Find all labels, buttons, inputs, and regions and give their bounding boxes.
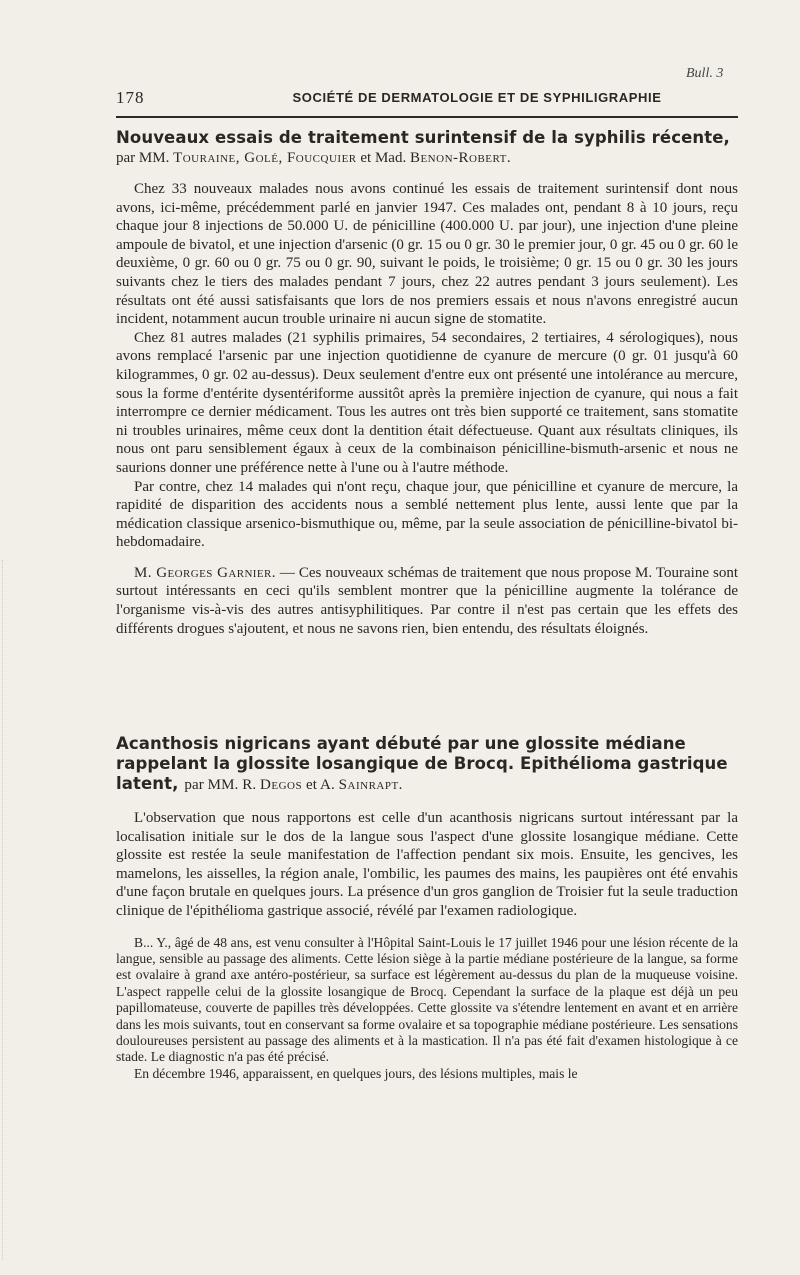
paragraph: Par contre, chez 14 malades qui n'ont reçu, chaque jour, que pénicilline et cyanure de mercure, la rapidité de disparition des accidents nous a semblé nettement plus lente, aussi lente que par la médication classique arsenico-bismuthique ou, même, par la seule association de pénicilline-bivatol bi-hebdomadaire. (116, 478, 738, 551)
case-paragraph: En décembre 1946, apparaissent, en quelques jours, des lésions multiples, mais le (134, 1065, 578, 1081)
article-title-text: Acanthosis nigricans ayant débuté par une glossite médiane rappelant la glossite losangique de Brocq. Epithélioma gastrique latent, (116, 734, 728, 793)
journal-title: SOCIÉTÉ DE DERMATOLOGIE ET DE SYPHILIGRAPHIE (292, 90, 662, 105)
article-title (116, 734, 738, 795)
byline (116, 148, 738, 168)
byline-prefix: par MM. R. (184, 777, 257, 793)
paragraph: Chez 33 nouveaux malades nous avons continué les essais de traitement surintensif dont nous avons, ici-même, précédemment parlé en janvier 1947. Ces malades ont, pendant 8 à 10 jours, reçu chaque jour 8 injections de 50.000 U. de pénicilline (400.000 U. par jour), une injection d'une pleine ampoule de bivatol, et une injection d'arsenic (0 gr. 15 ou 0 gr. 30 le premier jour, 0 gr. 45 ou 0 gr. 60 le deuxième, 0 gr. 60 ou 0 gr. 75 ou 0 gr. 90, suivant le poids, le troisième; 0 gr. 15 ou 0 gr. 30 les jours suivants chez le tiers des malades pendant 7 jours, chez 22 autres pendant 3 jours seulement). Les résultats ont été aussi satisfaisants que lors de nos premiers essais et nous n'avons enregistré aucun incident, notamment aucun trouble urinaire ni aucun signe de stomatite. (116, 181, 738, 328)
byline-author-last: Benon-Robert. (409, 150, 512, 166)
library-stamp: Bull. 3 (686, 66, 724, 81)
byline-mid: et A. (305, 777, 335, 793)
paragraph: L'observation que nous rapportons est celle d'un acanthosis nigricans surtout intéressant par la localisation initiale sur le dos de la langue sous l'aspect d'une glossite losangique médiane. Cette glossite est restée la seule manifestation de l'affection pendant six mois. Ensuite, les gencives, les mamelons, les aisselles, la région anale, l'ombilic, les paumes des mains, les paupières ont été envahis d'une façon brutale en quelques jours. La présence d'un gros ganglion de Troisier fut la seule traduction clinique de l'épithélioma gastrique associé, révélé par l'examen radiologique. (116, 810, 738, 919)
byline-prefix: par MM. (116, 150, 170, 166)
article-acanthosis (116, 734, 738, 1082)
article-nouveaux-essais (116, 128, 738, 638)
article-title (116, 128, 738, 148)
page-edge-marks (2, 560, 6, 1260)
case-paragraph: B... Y., âgé de 48 ans, est venu consulter à l'Hôpital Saint-Louis le 17 juillet 1946 pour une lésion récente de la langue, sensible au passage des aliments. Cette lésion siège à la partie médiane postérieure de la langue, sa forme est ovalaire à grand axe antéro-postérieur, sa surface est légèrement au-dessus du plan de la muqueuse voisine. L'aspect rappelle celui de la glossite losangique de Brocq. Cependant la surface de la plaque est déjà un peu papillomateuse, couverte de papilles très développées. Cette glossite va s'étendre lentement en avant et en arrière dans les mois suivants, tout en conservant sa forme ovalaire et sa topographie médiane postérieure. Les sensations douloureuses persistent au passage des aliments et à la mastication. Il n'a pas été fait d'examen histologique à ce stade. Le diagnostic n'a pas été précisé. (116, 934, 738, 1065)
page-number: 178 (116, 88, 145, 107)
header-rule (116, 116, 738, 118)
byline-author-2: Sainrapt. (338, 777, 403, 793)
byline-author-1: Degos (260, 777, 303, 793)
byline (184, 777, 403, 793)
discussion-paragraph (116, 564, 738, 638)
discussion-text: — Ces nouveaux schémas de traitement que nous propose M. Touraine sont surtout intéressants en ceci qu'ils semblent montrer que la pénicilline augmente la tolérance de l'organisme vis-à-vis des autres antisyphilitiques. Par contre il n'est pas certain que les effets des différents drogues s'ajoutent, et nous ne savons rien, bien entendu, des résultats éloignés. (116, 564, 739, 637)
running-head (116, 88, 738, 108)
discussion-speaker: M. Georges Garnier. (134, 564, 276, 581)
byline-mid: et Mad. (360, 150, 407, 166)
paragraph: Chez 81 autres malades (21 syphilis primaires, 54 secondaires, 2 tertiaires, 4 sérologiques), nous avons remplacé l'arsenic par une injection quotidienne de cyanure de mercure (0 gr. 01 jusqu'à 60 kilogrammes, 0 gr. 02 au-dessus). Deux seulement d'entre eux ont présenté une intolérance au mercure, sous la forme d'entérite dysentériforme aussitôt après la première injection de cyanure, qui nous a fait interrompre ce dernier médicament. Tous les autres ont très bien supporté ce traitement, sans stomatite ni troubles urinaires, même ceux dont la dentition était défectueuse. Quant aux résultats cliniques, ils nous ont paru sensiblement égaux à ceux de la combinaison pénicilline-bismuth-arsenic et nous ne saurions donner une préférence nette à l'une ou à l'autre méthode. (116, 329, 738, 476)
byline-authors: Touraine, Golé, Foucquier (173, 150, 357, 166)
article-title-text: Nouveaux essais de traitement surintensif de la syphilis récente, (116, 128, 730, 147)
